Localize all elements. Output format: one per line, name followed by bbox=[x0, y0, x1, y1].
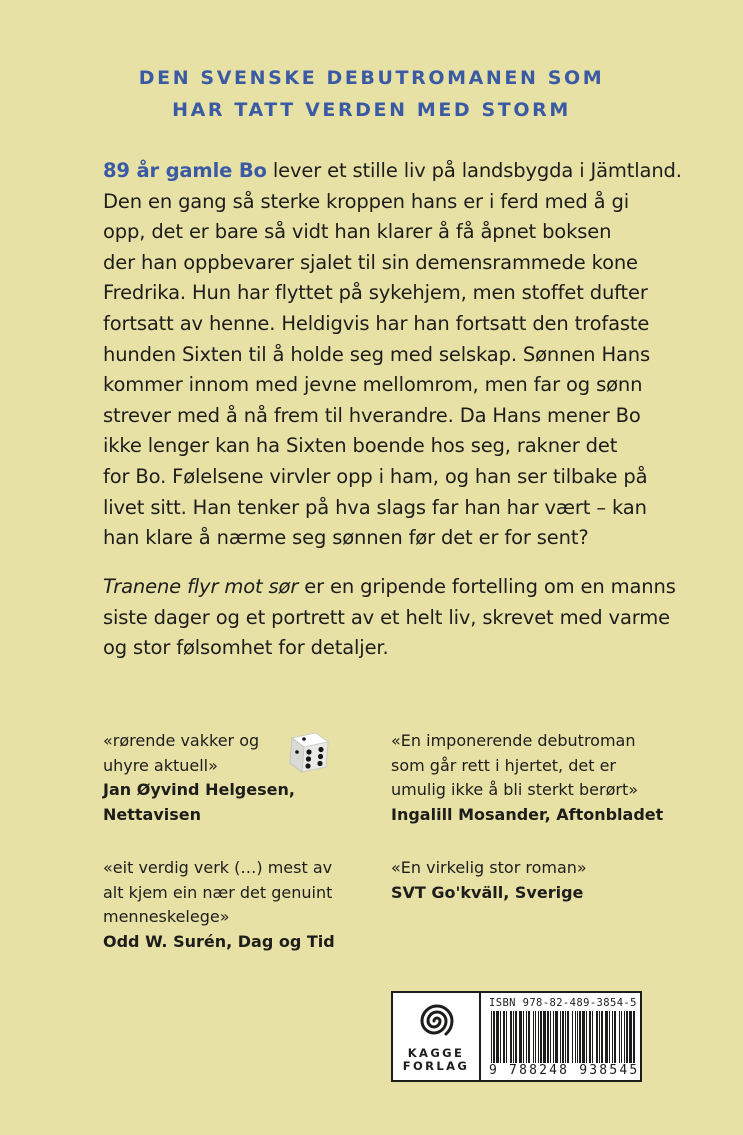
blurb-line: fortsatt av henne. Heldigvis har han fortsatt den trofaste bbox=[103, 311, 650, 335]
barcode-bar bbox=[612, 1011, 613, 1065]
publisher-logo bbox=[393, 993, 481, 1080]
barcode-bar bbox=[596, 1011, 598, 1065]
blurb-line: kommer innom med jevne mellomrom, men far og sønn bbox=[103, 373, 643, 397]
barcode-bar bbox=[621, 1011, 622, 1065]
barcode-bar bbox=[523, 1011, 524, 1065]
barcode-bar bbox=[589, 1011, 591, 1065]
barcode-bar bbox=[579, 1011, 581, 1065]
quote-line: «rørende vakker og bbox=[103, 731, 260, 750]
barcode-bar bbox=[553, 1011, 554, 1065]
barcode-bar bbox=[577, 1011, 578, 1065]
quote-source: Ingalill Mosander, Aftonbladet bbox=[391, 804, 664, 824]
barcode-bar bbox=[605, 1011, 608, 1065]
barcode-bar bbox=[547, 1011, 549, 1065]
review-quote-4 bbox=[391, 856, 587, 905]
barcode-bar bbox=[565, 1011, 566, 1065]
book-title: Tranene flyr mot sør bbox=[103, 575, 299, 598]
quote-line: umulig ikke å bli sterkt berørt» bbox=[391, 780, 639, 800]
barcode-bar bbox=[506, 1011, 507, 1065]
publisher-name-line-2: FORLAG bbox=[402, 1059, 470, 1073]
barcode-bar bbox=[528, 1011, 530, 1065]
quote-source: Odd W. Surén, Dag og Tid bbox=[103, 931, 335, 951]
quote-line: «eit verdig verk (…) mest av bbox=[103, 858, 333, 877]
barcode-bar bbox=[614, 1011, 616, 1065]
summary bbox=[103, 572, 676, 664]
blurb-line: strever med å nå frem til hverandre. Da Hans mener Bo bbox=[103, 403, 641, 427]
barcode-bar bbox=[526, 1011, 527, 1065]
isbn-label: ISBN 978-82-489-3854-5 bbox=[489, 997, 637, 1009]
barcode-bar bbox=[572, 1011, 573, 1065]
barcode-bar bbox=[519, 1011, 522, 1065]
blurb-line: for Bo. Følelsene virvler opp i ham, og han ser tilbake på bbox=[103, 464, 648, 488]
blurb-line: der han oppbevarer sjalet til sin demensrammede kone bbox=[103, 250, 638, 274]
blurb bbox=[103, 156, 682, 554]
barcode-bar bbox=[626, 1011, 628, 1065]
barcode-bar bbox=[510, 1011, 512, 1065]
blurb-lead: 89 år gamle Bo bbox=[103, 159, 267, 182]
ean-number: 9 788248 938545 bbox=[489, 1063, 640, 1078]
blurb-line: hunden Sixten til å holde seg med selskap. Sønnen Hans bbox=[103, 342, 650, 366]
quote-source: SVT Go'kväll, Sverige bbox=[391, 882, 584, 902]
barcode-bar bbox=[503, 1011, 505, 1065]
barcode bbox=[489, 1011, 637, 1065]
barcode-bar bbox=[601, 1011, 603, 1065]
barcode-bar bbox=[586, 1011, 587, 1065]
quote-source: Jan Øyvind Helgesen, bbox=[103, 780, 295, 800]
review-quote-1 bbox=[103, 729, 295, 827]
barcode-bar bbox=[540, 1011, 542, 1065]
quote-line: uhyre aktuell» bbox=[103, 755, 218, 775]
barcode-bar bbox=[491, 1011, 492, 1065]
barcode-bar bbox=[562, 1011, 564, 1065]
quote-line: «En imponerende debutroman bbox=[391, 731, 636, 750]
blurb-line: opp, det er bare så vidt han klarer å få åpnet boksen bbox=[103, 220, 612, 244]
blurb-line bbox=[103, 156, 682, 187]
publisher-name-line-1: KAGGE bbox=[407, 1046, 465, 1060]
blurb-line-1-rest: lever et stille liv på landsbygda i Jämtland. bbox=[266, 159, 682, 182]
barcode-bar bbox=[513, 1011, 514, 1065]
tagline-line-2: HAR TATT VERDEN MED STORM bbox=[172, 99, 571, 121]
barcode-bar bbox=[515, 1011, 517, 1065]
barcode-bar bbox=[560, 1011, 561, 1065]
summary-line: siste dager og et portrett av et helt liv, skrevet med varme bbox=[103, 605, 670, 629]
review-quote-3 bbox=[103, 856, 335, 954]
barcode-bar bbox=[592, 1011, 593, 1065]
blurb-line: han klare å nærme seg sønnen før det er for sent? bbox=[103, 526, 589, 550]
barcode-bar bbox=[543, 1011, 546, 1065]
dice-icon bbox=[286, 730, 332, 774]
barcode-bar bbox=[599, 1011, 600, 1065]
summary-line-1-rest: er en gripende fortelling om en manns bbox=[298, 575, 676, 598]
blurb-line: Den en gang så sterke kroppen hans er i ferd med å gi bbox=[103, 189, 629, 213]
barcode-bar bbox=[493, 1011, 495, 1065]
barcode-bar bbox=[609, 1011, 610, 1065]
barcode-bar bbox=[500, 1011, 501, 1065]
barcode-bar bbox=[555, 1011, 558, 1065]
review-quote-2 bbox=[391, 729, 663, 827]
tagline bbox=[0, 62, 743, 126]
publisher-barcode-box bbox=[391, 991, 642, 1082]
quote-line: alt kjem ein nær det genuint bbox=[103, 882, 333, 902]
barcode-bar bbox=[624, 1011, 625, 1065]
blurb-line: ikke lenger kan ha Sixten boende hos seg, rakner det bbox=[103, 434, 618, 458]
tagline-line-1: DEN SVENSKE DEBUTROMANEN SOM bbox=[138, 67, 605, 89]
quote-line: menneskelege» bbox=[103, 907, 230, 927]
summary-line: og stor følsomhet for detaljer. bbox=[103, 636, 389, 660]
quote-line: som går rett i hjertet, det er bbox=[391, 755, 617, 775]
barcode-bar bbox=[629, 1011, 632, 1065]
barcode-bar bbox=[575, 1011, 576, 1065]
barcode-bar bbox=[633, 1011, 635, 1065]
barcode-bar bbox=[582, 1011, 585, 1065]
barcode-bar bbox=[567, 1011, 569, 1065]
barcode-bar bbox=[619, 1011, 620, 1065]
blurb-line: livet sitt. Han tenker på hva slags far han har vært – kan bbox=[103, 495, 647, 519]
spiral-logo-icon bbox=[417, 999, 457, 1043]
barcode-bar bbox=[550, 1011, 551, 1065]
summary-line bbox=[103, 572, 676, 603]
quote-line: «En virkelig stor roman» bbox=[391, 858, 587, 877]
barcode-bar bbox=[535, 1011, 536, 1065]
barcode-bar bbox=[533, 1011, 534, 1065]
quote-source: Nettavisen bbox=[103, 804, 202, 824]
blurb-line: Fredrika. Hun har flyttet på sykehjem, men stoffet dufter bbox=[103, 281, 648, 305]
barcode-bar bbox=[496, 1011, 499, 1065]
barcode-bar bbox=[538, 1011, 539, 1065]
